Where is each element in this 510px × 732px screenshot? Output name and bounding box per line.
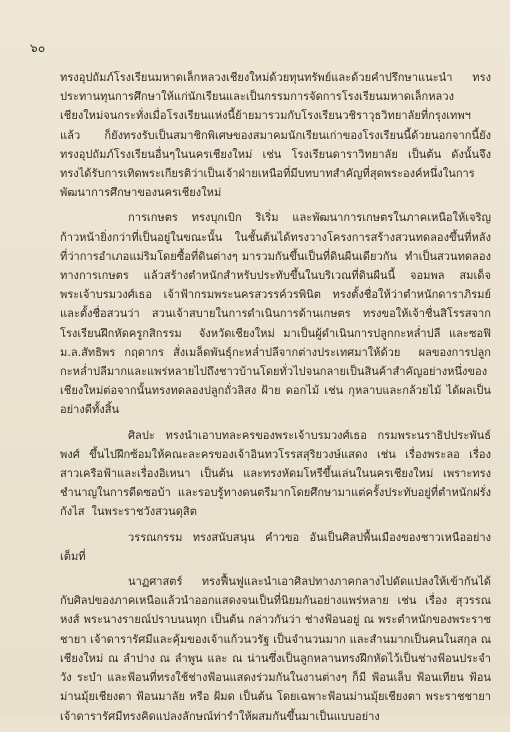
page-content <box>60 68 499 732</box>
page-number: ๖๐ <box>30 41 46 55</box>
paragraph-arts: ศิลปะ ทรงนำเอาบทละครของพระเจ้าบรมวงศ์เธอ กรมพระนราธิปประพันธ์พงศ์ ขึ้นไปฝึกซ้อมให้คณะละครของเจ้าอินทวโรรสสุริยวงษ์แสดง เช่น เรื่องพระลอ เรื่องสาวเครือฟ้าและเรื่องอิเหนา เป็นต้น และทรงหัดมโหรีขึ้นเล่นในนครเชียงใหม่ เพราะทรงชำนาญในการดีดซอบ้า และรอบรู้ทางดนตรีมากโดยศึกษามาแต่ครั้งประทับอยู่ที่ตำหนักฝรั่งกังไส ในพระราชวังสวนดุสิต <box>60 428 491 519</box>
paragraph-dramatic-arts: นาฏศาสตร์ ทรงฟื้นฟูและนำเอาศิลปทางภาคกลางไปดัดแปลงให้เข้ากันได้กับศิลปของภาคเหนือแล้วนำออกแสดงจนเป็นที่นิยมกันอย่างแพร่หลาย เช่น เรื่อง สุวรรณหงส์ พระนางรายณ์ปราบนนทุก เป็นต้น กล่าวกันว่า ช่างฟ้อนอยู่ ณ พระตำหนักของพระราชชายา เจ้าดารารัศมีและคุ้มของเจ้าแก้วนวรัฐ เป็นจำนวนมาก และสำนมากเป็นคนในสกุล ณ เชียงใหม่ ณ ลำปาง ณ ลำพูน และ ณ น่านซึ่งเป็นลูกหลานทรงฝึกหัดไว้เป็นช่างฟ้อนประจำวัง ระบำ และฟ้อนที่ทรงใช้ช่างฟ้อนแสดงร่วมกันในงานต่างๆ ก็มี ฟ้อนเล็บ ฟ้อนเทียน ฟ้อนม่านมุ้ยเชียงตา ฟ้อนมาลัย หรือ ฝ้มด เป็นต้น โดยเฉพาะฟ้อนม่านมุ้ยเชียงตา พระราชชายา เจ้าดารารัศมีทรงคิดแปลงลักษณ์ท่ารำให้ผสมกันขึ้นมาเป็นแบบอย่าง <box>60 575 495 723</box>
paragraph-literature: วรรณกรรม ทรงสนับสนุน คำวขอ อันเป็นศิลปพื้นเมืองของชาวเหนืออย่างเต็มที่ <box>60 530 491 563</box>
paragraph-education-support: ทรงอุปถัมภ์โรงเรียนมหาดเล็กหลวงเชียงใหม่ด้วยทุนทรัพย์และด้วยคำปรึกษาแนะนำ ทรงประทานทุนการศึกษาให้แก่นักเรียนและเป็นกรรมการจัดการโรงเรียนมหาดเล็กหลวงเชียงใหม่จนกระทั่งเมื่อโรงเรียนแห่งนี้ย้ายมารวมกับโรงเรียนวชิราวุธวิทยาลัยที่กรุงเทพฯแล้ว ก็ยังทรงรับเป็นสมาชิกพิเศษของสมาคมนักเรียนเก่าของโรงเรียนนี้ด้วยนอกจากนี้ยังทรงอุปถัมภ์โรงเรียนอื่นๆในนครเชียงใหม่ เช่น โรงเรียนดาราวิทยาลัย เป็นต้น ดังนั้นจึงทรงได้รับการเทิดพระเกียรติว่าเป็นเจ้าฝ่ายเหนือที่มีบทบาทสำคัญที่สุดพระองค์หนึ่งในการพัฒนาการศึกษาของนครเชียงใหม่ <box>60 71 491 200</box>
paragraph-agriculture: การเกษตร ทรงบุกเบิก ริเริ่ม และพัฒนาการเกษตรในภาคเหนือให้เจริญก้าวหน้ายิ่งกว่าที่เป็นอยู่ในขณะนั้น ในชั้นต้นได้ทรงวางโครงการสร้างสวนทดลองขึ้นที่หลังที่ว่าการอำเภอแม่ริมโดยซื้อที่ดินต่างๆ มารวมกันขึ้นเป็นที่ดินผืนเดียวกัน ทำเป็นสวนทดลองทางการเกษตร แล้วสร้างตำหนักสำหรับประทับขึ้นในบริเวณที่ดินผืนนี้ จอมพล สมเด็จพระเจ้าบรมวงศ์เธอ เจ้าฟ้ากรมพระนครสวรรค์วรพินิต ทรงตั้งชื่อให้ว่าตำหนักดาราภิรมย์ และตั้งชื่อสวนว่า สวนเจ้าสบายในการดำเนินการด้านเกษตร ทรงขอให้เจ้าชื่นสิโรรสจากโรงเรียนฝึกหัดครูกสิกรรม จังหวัดเชียงใหม่ มาเป็นผู้ดำเนินการปลูกกะหล่ำปลี และซอฟิ ม.ล.สัทธิพร กฤดากร สั่งเมล็ดพันธุ์กะหล่ำปลีจากต่างประเทศมาให้ด้วย ผลของการปลูกกะหล่ำปลีมากและแพร่หลายไปถึงชาวบ้านโดยทั่วไปจนกลายเป็นสินค้าสำคัญอย่างหนึ่งของเชียงใหม่ต่อจากนั้นทรงทดลองปลูกถั่วลิสง ฝ้าย ดอกไม้ เช่น กุหลาบและกล้วยไม้ ได้ผลเป็นอย่างดีทั้งสิ้น <box>60 211 499 417</box>
